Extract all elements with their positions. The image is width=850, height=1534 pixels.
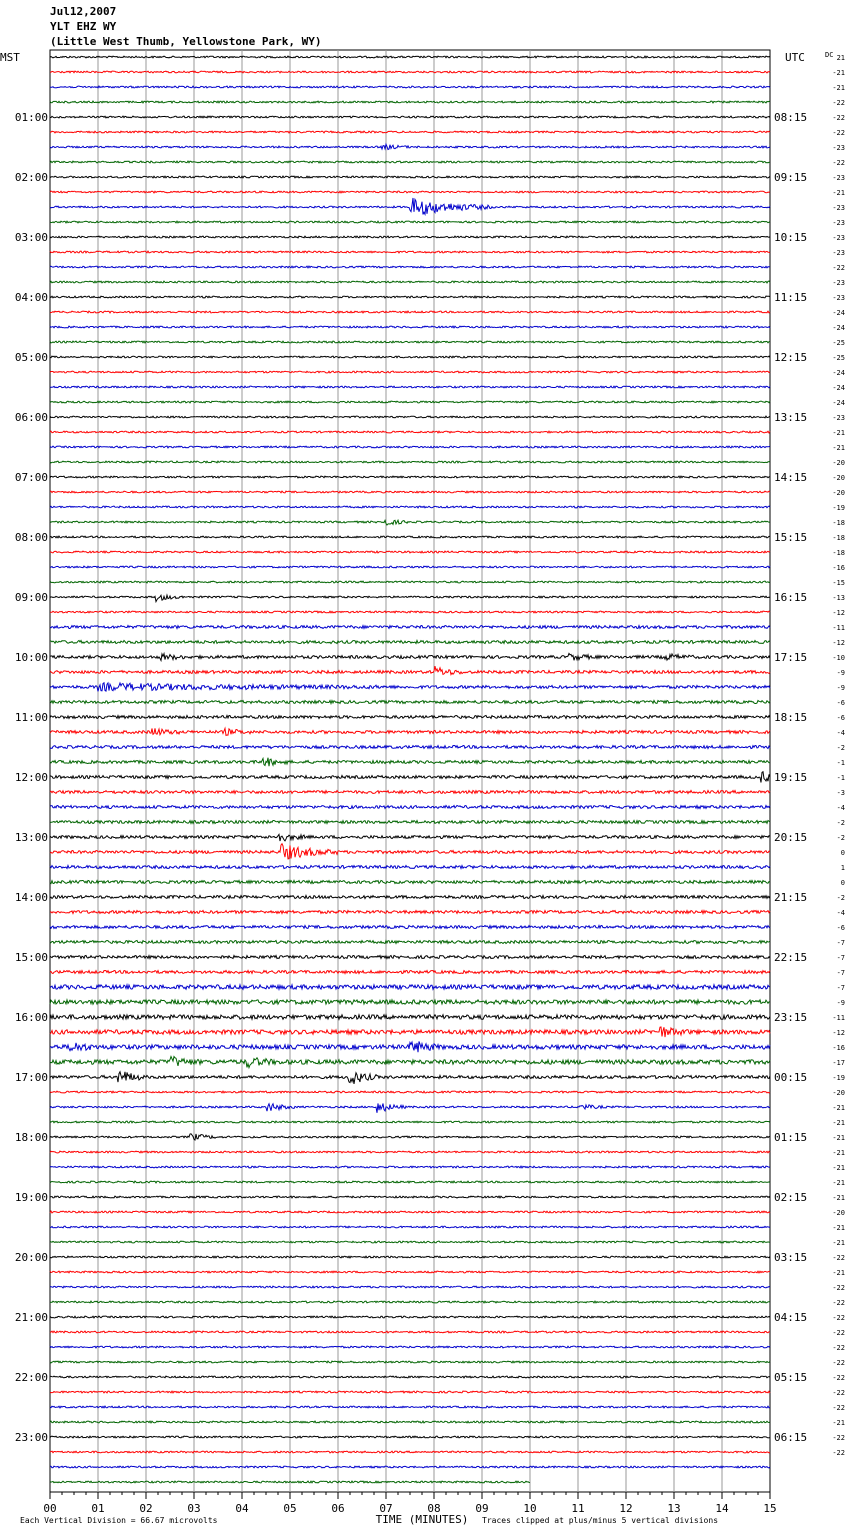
trace-line	[50, 101, 770, 103]
dc-offset-label: -22	[832, 99, 845, 107]
x-tick-label: 02	[139, 1502, 153, 1515]
dc-offset-label: 0	[840, 879, 845, 887]
trace-line	[50, 666, 770, 675]
dc-offset-label: -21	[832, 1119, 845, 1127]
trace-line	[50, 491, 770, 493]
header-location: (Little West Thumb, Yellowstone Park, WY)	[50, 35, 322, 48]
trace-line	[50, 1121, 770, 1123]
dc-offset-label: -20	[832, 1089, 845, 1097]
utc-hour-label: 17:15	[774, 651, 808, 664]
trace-line	[50, 56, 770, 58]
trace-line	[50, 701, 770, 704]
trace-line	[50, 881, 770, 884]
utc-hour-label: 08:15	[774, 111, 808, 124]
trace-line	[50, 1316, 770, 1318]
trace-line	[50, 520, 770, 525]
dc-offset-label: -24	[832, 399, 845, 407]
dc-offset-label: -4	[836, 804, 845, 812]
utc-hour-label: 05:15	[774, 1371, 808, 1384]
dc-offset-label: -23	[832, 294, 845, 302]
mst-hour-label: 23:00	[14, 1431, 48, 1444]
dc-offset-label: -22	[832, 1449, 845, 1457]
dc-offset-label: -25	[832, 354, 845, 362]
header-station: YLT EHZ WY	[50, 20, 117, 33]
dc-offset-label: -9	[836, 684, 845, 692]
trace-line	[50, 431, 770, 433]
x-tick-label: 10	[523, 1502, 537, 1515]
trace-line	[50, 198, 770, 214]
dc-offset-label: -1	[836, 774, 845, 782]
trace-line	[50, 326, 770, 328]
trace-line	[50, 1331, 770, 1333]
trace-line	[50, 1391, 770, 1393]
trace-line	[50, 1301, 770, 1303]
utc-hour-label: 13:15	[774, 411, 808, 424]
utc-hour-label: 22:15	[774, 951, 808, 964]
trace-line	[50, 221, 770, 223]
dc-offset-label: -2	[836, 744, 845, 752]
trace-line	[50, 311, 770, 313]
trace-line	[50, 1057, 770, 1068]
dc-offset-label: -13	[832, 594, 845, 602]
dc-offset-label: -18	[832, 534, 845, 542]
trace-line	[50, 896, 770, 899]
trace-line	[50, 1181, 770, 1183]
dc-offset-label: -21	[832, 1104, 845, 1112]
mst-hour-label: 02:00	[14, 171, 48, 184]
trace-line	[50, 86, 770, 88]
trace-line	[50, 236, 770, 238]
x-tick-label: 00	[43, 1502, 57, 1515]
x-tick-label: 06	[331, 1502, 345, 1515]
dc-offset-label: -22	[832, 264, 845, 272]
trace-line	[50, 191, 770, 193]
dc-offset-label: -21	[832, 1179, 845, 1187]
trace-line	[50, 683, 770, 692]
dc-offset-label: -19	[832, 1074, 845, 1082]
dc-offset-label: -16	[832, 564, 845, 572]
dc-offset-label: -23	[832, 144, 845, 152]
utc-axis-label: UTC	[785, 51, 805, 64]
dc-offset-label: -22	[832, 1314, 845, 1322]
dc-offset-label: -6	[836, 924, 845, 932]
trace-line	[50, 1376, 770, 1378]
dc-offset-label: -21	[832, 1239, 845, 1247]
dc-offset-label: -24	[832, 324, 845, 332]
trace-line	[50, 844, 770, 859]
utc-hour-label: 16:15	[774, 591, 808, 604]
dc-offset-label: -10	[832, 654, 845, 662]
dc-offset-label: -22	[832, 129, 845, 137]
x-tick-label: 07	[379, 1502, 393, 1515]
dc-offset-label: -21	[832, 1134, 845, 1142]
dc-offset-label: -1	[836, 759, 845, 767]
trace-line	[50, 806, 770, 809]
dc-offset-label: -25	[832, 339, 845, 347]
dc-offset-label: -24	[832, 369, 845, 377]
utc-hour-label: 21:15	[774, 891, 808, 904]
utc-hour-label: 03:15	[774, 1251, 808, 1264]
dc-offset-label: -21	[832, 1269, 845, 1277]
x-tick-label: 09	[475, 1502, 489, 1515]
trace-line	[50, 1436, 770, 1438]
dc-offset-label: -24	[832, 309, 845, 317]
dc-offset-label: -7	[836, 939, 845, 947]
plot-frame	[50, 50, 770, 1492]
trace-line	[50, 1103, 770, 1112]
dc-offset-label: -22	[832, 1359, 845, 1367]
trace-line	[50, 1406, 770, 1408]
trace-line	[50, 251, 770, 253]
x-tick-label: 15	[763, 1502, 777, 1515]
dc-offset-label: -22	[832, 1344, 845, 1352]
dc-offset-label: -23	[832, 249, 845, 257]
trace-line	[50, 296, 770, 298]
dc-offset-label: -21	[832, 189, 845, 197]
dc-offset-label: -17	[832, 1059, 845, 1067]
dc-offset-label: -21	[832, 1224, 845, 1232]
mst-hour-label: 01:00	[14, 111, 48, 124]
dc-offset-label: -16	[832, 1044, 845, 1052]
mst-hour-label: 22:00	[14, 1371, 48, 1384]
trace-line	[50, 1134, 770, 1140]
trace-line	[50, 1211, 770, 1213]
trace-line	[50, 1226, 770, 1228]
trace-line	[50, 956, 770, 959]
utc-hour-label: 14:15	[774, 471, 808, 484]
trace-line	[50, 1241, 770, 1243]
trace-line	[50, 144, 770, 149]
trace-line	[50, 611, 770, 613]
trace-line	[50, 716, 770, 719]
dc-offset-label: -21	[832, 69, 845, 77]
utc-hour-label: 18:15	[774, 711, 808, 724]
mst-hour-label: 14:00	[14, 891, 48, 904]
dc-offset-label: -11	[832, 624, 845, 632]
x-tick-label: 08	[427, 1502, 441, 1515]
trace-line	[50, 461, 770, 463]
dc-offset-label: -23	[832, 174, 845, 182]
dc-offset-label: -20	[832, 459, 845, 467]
dc-offset-label: -20	[832, 474, 845, 482]
dc-offset-label: -2	[836, 894, 845, 902]
mst-axis-label: MST	[0, 51, 20, 64]
dc-offset-label: -23	[832, 279, 845, 287]
dc-offset-label: -21	[832, 429, 845, 437]
mst-hour-label: 03:00	[14, 231, 48, 244]
trace-line	[50, 1000, 770, 1004]
dc-offset-label: -21	[832, 444, 845, 452]
dc-offset-label: -22	[832, 159, 845, 167]
utc-hour-label: 01:15	[774, 1131, 808, 1144]
utc-hour-label: 23:15	[774, 1011, 808, 1024]
scale-note: Each Vertical Division = 66.67 microvolts	[20, 1516, 218, 1525]
mst-hour-label: 13:00	[14, 831, 48, 844]
mst-hour-label: 20:00	[14, 1251, 48, 1264]
dc-offset-label: -20	[832, 1209, 845, 1217]
dc-offset-label: -21	[832, 1164, 845, 1172]
utc-hour-label: 15:15	[774, 531, 808, 544]
trace-line	[50, 416, 770, 418]
dc-offset-label: -23	[832, 219, 845, 227]
trace-line	[50, 281, 770, 283]
trace-line	[50, 985, 770, 989]
dc-offset-label: -22	[832, 114, 845, 122]
trace-line	[50, 1027, 770, 1037]
mst-hour-label: 19:00	[14, 1191, 48, 1204]
trace-line	[50, 266, 770, 268]
trace-line	[50, 728, 770, 735]
trace-line	[50, 116, 770, 118]
dc-offset-label: -7	[836, 969, 845, 977]
dc-offset-label: -19	[832, 504, 845, 512]
dc-offset-label: -9	[836, 669, 845, 677]
trace-line	[50, 1151, 770, 1153]
dc-offset-label: -9	[836, 999, 845, 1007]
trace-line	[50, 1451, 770, 1453]
x-tick-label: 01	[91, 1502, 105, 1515]
mst-hour-label: 09:00	[14, 591, 48, 604]
mst-hour-label: 16:00	[14, 1011, 48, 1024]
trace-line	[50, 1091, 770, 1093]
dc-offset-label: -12	[832, 639, 845, 647]
mst-hour-label: 08:00	[14, 531, 48, 544]
trace-line	[50, 834, 770, 841]
dc-offset-label: -22	[832, 1374, 845, 1382]
dc-offset-label: -3	[836, 789, 845, 797]
trace-line	[50, 566, 770, 568]
dc-offset-label: -15	[832, 579, 845, 587]
x-tick-label: 13	[667, 1502, 681, 1515]
trace-line	[50, 1196, 770, 1198]
mst-hour-label: 04:00	[14, 291, 48, 304]
trace-line	[50, 371, 770, 373]
dc-label: DC	[825, 51, 834, 59]
trace-line	[50, 1015, 770, 1019]
dc-offset-label: -21	[832, 1149, 845, 1157]
dc-offset-label: -12	[832, 609, 845, 617]
mst-hour-label: 12:00	[14, 771, 48, 784]
dc-offset-label: -6	[836, 714, 845, 722]
trace-line	[50, 176, 770, 178]
utc-hour-label: 20:15	[774, 831, 808, 844]
mst-hour-label: 10:00	[14, 651, 48, 664]
trace-line	[50, 356, 770, 358]
mst-hour-label: 05:00	[14, 351, 48, 364]
utc-hour-label: 04:15	[774, 1311, 808, 1324]
dc-offset-label: -4	[836, 729, 845, 737]
utc-hour-label: 11:15	[774, 291, 808, 304]
mst-hour-label: 06:00	[14, 411, 48, 424]
dc-offset-label: -23	[832, 414, 845, 422]
dc-offset-label: -22	[832, 1254, 845, 1262]
mst-hour-label: 18:00	[14, 1131, 48, 1144]
utc-hour-label: 00:15	[774, 1071, 808, 1084]
mst-hour-label: 17:00	[14, 1071, 48, 1084]
trace-line	[50, 71, 770, 73]
dc-offset-label: -2	[836, 834, 845, 842]
x-axis-label: TIME (MINUTES)	[375, 1513, 469, 1526]
trace-line	[50, 821, 770, 824]
dc-offset-label: -22	[832, 1404, 845, 1412]
mst-hour-label: 07:00	[14, 471, 48, 484]
trace-line	[50, 971, 770, 974]
mst-hour-label: 15:00	[14, 951, 48, 964]
dc-offset-label: -22	[832, 1389, 845, 1397]
dc-offset-label: -23	[832, 204, 845, 212]
trace-line	[50, 1346, 770, 1348]
dc-offset-label: -21	[832, 84, 845, 92]
trace-line	[50, 626, 770, 629]
trace-line	[50, 1271, 770, 1273]
dc-offset-label: -12	[832, 1029, 845, 1037]
utc-hour-label: 02:15	[774, 1191, 808, 1204]
trace-line	[50, 551, 770, 553]
trace-line	[50, 341, 770, 343]
trace-line	[50, 506, 770, 508]
utc-hour-label: 12:15	[774, 351, 808, 364]
trace-line	[50, 866, 770, 869]
trace-line	[50, 595, 770, 601]
utc-hour-label: 09:15	[774, 171, 808, 184]
dc-offset-label: -6	[836, 699, 845, 707]
trace-line	[50, 772, 770, 783]
trace-line	[50, 536, 770, 538]
trace-line	[50, 161, 770, 163]
mst-hour-label: 21:00	[14, 1311, 48, 1324]
dc-offset-label: 0	[840, 849, 845, 857]
dc-offset-label: -11	[832, 1014, 845, 1022]
trace-line	[50, 1421, 770, 1423]
x-tick-label: 12	[619, 1502, 633, 1515]
trace-line	[50, 758, 770, 767]
utc-hour-label: 06:15	[774, 1431, 808, 1444]
x-tick-label: 04	[235, 1502, 249, 1515]
x-tick-label: 11	[571, 1502, 585, 1515]
dc-offset-label: 1	[840, 864, 845, 872]
trace-line	[50, 1361, 770, 1363]
trace-line	[50, 581, 770, 583]
trace-line	[50, 1286, 770, 1288]
dc-offset-label: -23	[832, 234, 845, 242]
trace-line	[50, 386, 770, 388]
dc-offset-label: -22	[832, 1284, 845, 1292]
trace-line	[50, 1466, 770, 1468]
trace-line	[50, 941, 770, 944]
dc-offset-label: -21	[832, 1419, 845, 1427]
dc-offset-label: -20	[832, 489, 845, 497]
trace-line	[50, 1072, 770, 1084]
trace-line	[50, 446, 770, 448]
dc-offset-label: -22	[832, 1329, 845, 1337]
trace-line	[50, 1041, 770, 1052]
dc-offset-label: -18	[832, 549, 845, 557]
utc-hour-label: 19:15	[774, 771, 808, 784]
x-tick-label: 05	[283, 1502, 297, 1515]
dc-offset-label: -22	[832, 1434, 845, 1442]
dc-offset-label: -7	[836, 984, 845, 992]
dc-offset-label: -4	[836, 909, 845, 917]
trace-line	[50, 1166, 770, 1168]
dc-offset-label: -18	[832, 519, 845, 527]
dc-offset-label: -22	[832, 1299, 845, 1307]
trace-line	[50, 791, 770, 794]
trace-line	[50, 926, 770, 929]
dc-offset-label: -2	[836, 819, 845, 827]
trace-line	[50, 476, 770, 478]
x-tick-label: 14	[715, 1502, 729, 1515]
trace-line	[50, 401, 770, 403]
trace-line	[50, 1256, 770, 1258]
mst-hour-label: 11:00	[14, 711, 48, 724]
trace-line	[50, 641, 770, 644]
utc-hour-label: 10:15	[774, 231, 808, 244]
header-date: Jul12,2007	[50, 5, 117, 18]
dc-offset-label: -24	[832, 384, 845, 392]
x-tick-label: 03	[187, 1502, 201, 1515]
trace-line	[50, 911, 770, 914]
trace-line	[50, 746, 770, 749]
dc-offset-label: -7	[836, 954, 845, 962]
dc-offset-label: -21	[832, 1194, 845, 1202]
trace-line	[50, 653, 770, 660]
clip-note: Traces clipped at plus/minus 5 vertical divisions	[482, 1516, 719, 1525]
dc-offset-label: 21	[836, 54, 845, 62]
trace-line	[50, 131, 770, 133]
